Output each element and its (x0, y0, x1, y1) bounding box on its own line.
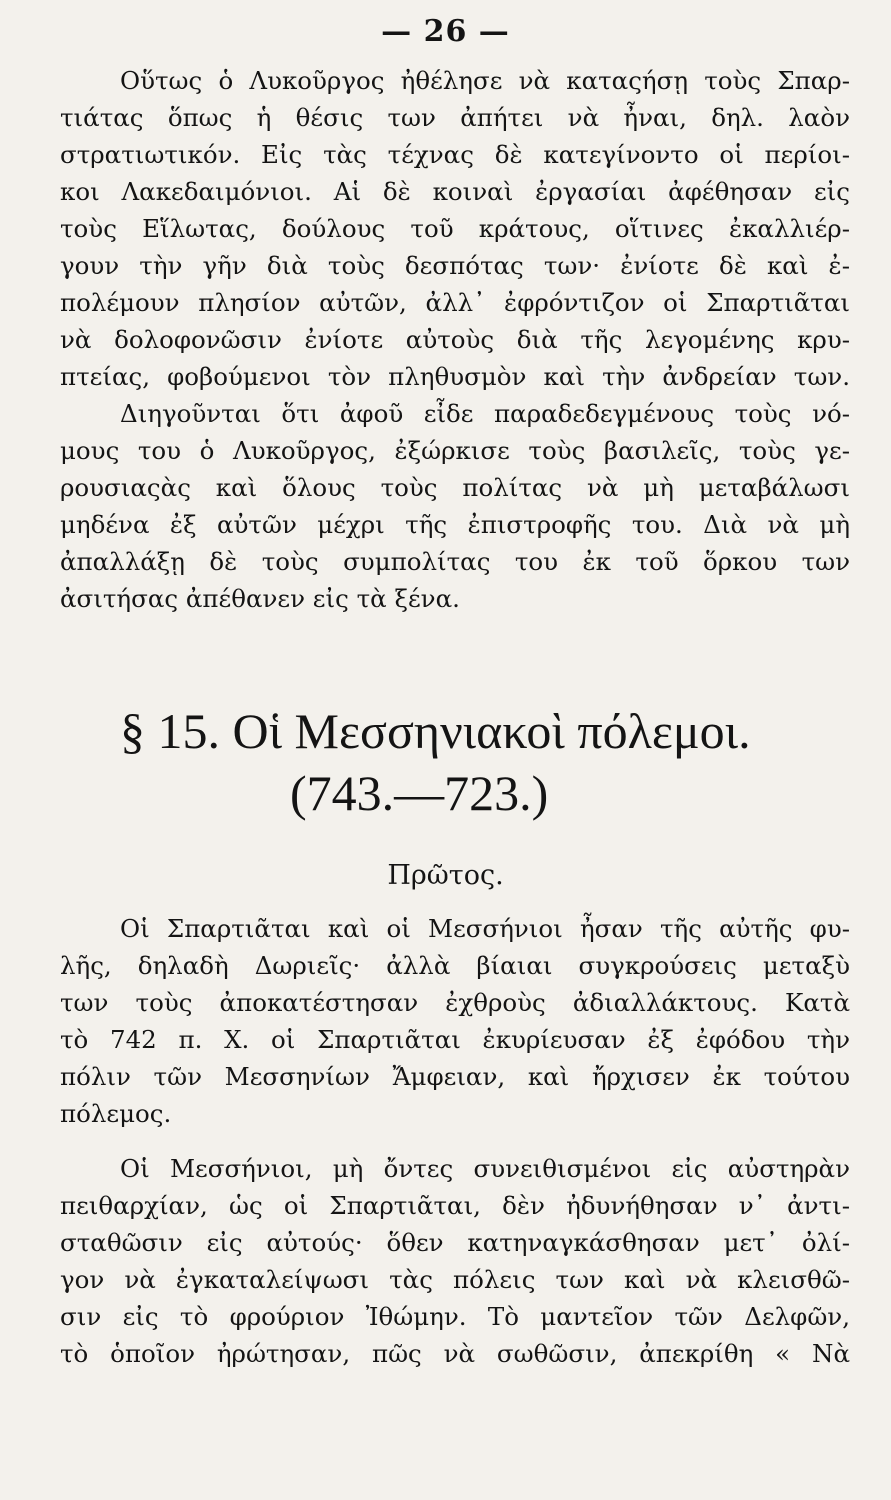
text-line: πολέμουν πλησίον αὐτῶν, ἀλλ᾽ ἐφρόντιζον οἱ Σπαρτιᾶται (60, 288, 850, 317)
text-line: των τοὺς ἀποκατέστησαν ἐχθροὺς ἀδιαλλάκτους. Κατὰ (60, 988, 850, 1017)
text-line: σιν εἰς τὸ φρούριον Ἰθώμην. Τὸ μαντεῖον τῶν Δελφῶν, (60, 1302, 850, 1331)
paragraph-first-war (60, 910, 850, 1132)
paragraph-lycurgus-oath (60, 395, 850, 617)
text-line: κοι Λακεδαιμόνιοι. Αἱ δὲ κοιναὶ ἐργασίαι ἀφέθησαν εἰς (60, 177, 850, 206)
text-line: τὸ 742 π. Χ. οἱ Σπαρτιᾶται ἐκυρίευσαν ἐξ ἐφόδου τὴν (60, 1025, 850, 1054)
text-line: πόλιν τῶν Μεσσηνίων Ἄμφειαν, καὶ ἤρχισεν ἐκ τούτου (60, 1062, 850, 1091)
text-line: ἀσιτήσας ἀπέθανεν εἰς τὰ ξένα. (60, 584, 460, 613)
section-subtitle: Πρῶτος. (387, 860, 504, 891)
text-line: γον νὰ ἐγκαταλείψωσι τὰς πόλεις των καὶ νὰ κλεισθῶ- (60, 1265, 850, 1294)
text-line: ἀπαλλάξῃ δὲ τοὺς συμπολίτας του ἐκ τοῦ ὅρκου των (60, 547, 850, 576)
text-line: πειθαρχίαν, ὡς οἱ Σπαρτιᾶται, δὲν ἠδυνήθησαν ν᾽ ἀντι- (60, 1191, 850, 1220)
paragraph-messenians (60, 1150, 850, 1372)
text-line: Διηγοῦνται ὅτι ἀφοῦ εἶδε παραδεδεγμένους τοὺς νό- (120, 399, 850, 428)
text-line: τιάτας ὅπως ἡ θέσις των ἀπήτει νὰ ἦναι, δηλ. λαὸν (60, 103, 850, 132)
text-line: μηδένα ἐξ αὐτῶν μέχρι τῆς ἐπιστροφῆς του. Διὰ νὰ μὴ (60, 510, 850, 539)
text-line: νὰ δολοφονῶσιν ἐνίοτε αὐτοὺς διὰ τῆς λεγομένης κρυ- (60, 325, 850, 354)
text-line: Οἱ Μεσσήνιοι, μὴ ὄντες συνειθισμένοι εἰς αὐστηρὰν (120, 1154, 850, 1183)
text-line: τὸ ὁποῖον ἠρώτησαν, πῶς νὰ σωθῶσιν, ἀπεκρίθη « Νὰ (60, 1339, 850, 1368)
text-line: Οὕτως ὁ Λυκοῦργος ἠθέλησε νὰ καταςήσῃ τοὺς Σπαρ- (120, 66, 850, 95)
text-line: πόλεμος. (60, 1099, 172, 1128)
section-title: § 15. Οἱ Μεσσηνιακοὶ πόλεμοι. (120, 703, 751, 759)
text-line: στρατιωτικόν. Εἰς τὰς τέχνας δὲ κατεγίνοντο οἱ περίοι- (60, 140, 850, 169)
text-line: γουν τὴν γῆν διὰ τοὺς δεσπότας των· ἐνίοτε δὲ καὶ ἐ- (60, 251, 850, 280)
page-number: — 26 — (381, 14, 510, 49)
section-dates: (743.—723.) (290, 765, 549, 821)
paragraph-lycurgus-laws (60, 62, 850, 395)
text-line: τοὺς Εἵλωτας, δούλους τοῦ κράτους, οἵτινες ἐκαλλιέρ- (60, 214, 850, 243)
text-line: λῆς, δηλαδὴ Δωριεῖς· ἀλλὰ βίαιαι συγκρούσεις μεταξὺ (60, 951, 850, 980)
text-line: ρουσιαςὰς καὶ ὅλους τοὺς πολίτας νὰ μὴ μεταβάλωσι (60, 473, 850, 502)
text-line: μους του ὁ Λυκοῦργος, ἐξώρκισε τοὺς βασιλεῖς, τοὺς γε- (60, 436, 850, 465)
text-line: πτείας, φοβούμενοι τὸν πληθυσμὸν καὶ τὴν ἀνδρείαν των. (60, 362, 850, 391)
section-heading (120, 700, 820, 824)
text-line: σταθῶσιν εἰς αὐτούς· ὅθεν κατηναγκάσθησαν μετ᾽ ὀλί- (60, 1228, 850, 1257)
text-line: Οἱ Σπαρτιᾶται καὶ οἱ Μεσσήνιοι ἦσαν τῆς αὐτῆς φυ- (120, 914, 850, 943)
